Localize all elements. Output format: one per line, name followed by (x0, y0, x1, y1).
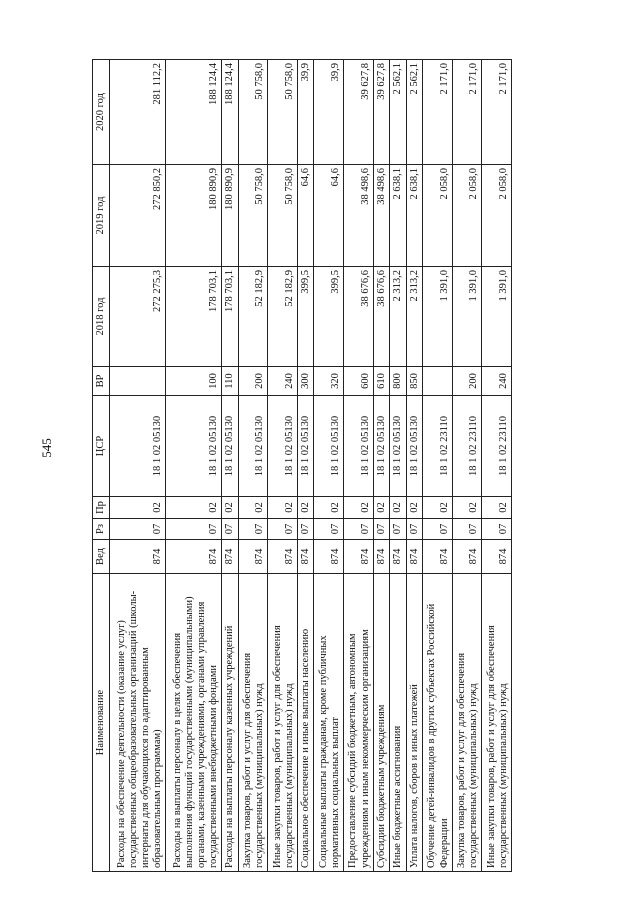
cell-2018: 178 703,1 (166, 267, 222, 367)
cell-ved: 874 (268, 540, 298, 574)
cell-vr: 200 (452, 367, 482, 396)
cell-pr: 02 (222, 497, 238, 519)
cell-ved: 874 (406, 540, 422, 574)
cell-name: Субсидии бюджетным учреждениям (373, 574, 389, 872)
cell-pr: 02 (314, 497, 344, 519)
table-row (166, 60, 222, 872)
cell-2020: 2 171,0 (452, 60, 482, 165)
cell-name: Социальное обеспечение и иные выплаты населению (297, 574, 313, 872)
cell-pr: 02 (238, 497, 268, 519)
cell-2020: 188 124,4 (166, 60, 222, 165)
cell-vr: 800 (390, 367, 406, 396)
cell-vr (110, 367, 166, 396)
cell-pr: 02 (406, 497, 422, 519)
cell-2018: 178 703,1 (222, 267, 238, 367)
cell-rz: 07 (482, 519, 512, 540)
cell-2019: 38 498,6 (373, 165, 389, 267)
cell-ved: 874 (482, 540, 512, 574)
budget-table (92, 59, 512, 872)
cell-2018: 399,5 (314, 267, 344, 367)
table-row (390, 60, 406, 872)
cell-pr: 02 (373, 497, 389, 519)
cell-2020: 188 124,4 (222, 60, 238, 165)
cell-name: Закупка товаров, работ и услуг для обеспечения государственных (муниципальных) нужд (452, 574, 482, 872)
cell-2019: 2 638,1 (390, 165, 406, 267)
cell-vr: 100 (166, 367, 222, 396)
cell-rz: 07 (452, 519, 482, 540)
cell-ved: 874 (297, 540, 313, 574)
cell-name: Расходы на выплаты персоналу в целях обеспечения выполнения функций государственными (муниципальными) органами, казенными учреждениями, органами управления государственными внебюджетными фондами (166, 574, 222, 872)
rotated-table-container (92, 60, 512, 872)
cell-2018: 399,5 (297, 267, 313, 367)
budget-table-frame (92, 60, 512, 872)
table-row (343, 60, 373, 872)
cell-pr: 02 (452, 497, 482, 519)
cell-vr (422, 367, 452, 396)
cell-2019: 38 498,6 (343, 165, 373, 267)
table-row (268, 60, 298, 872)
cell-2020: 39 627,8 (373, 60, 389, 165)
cell-ved: 874 (390, 540, 406, 574)
cell-rz: 07 (373, 519, 389, 540)
cell-2018: 2 313,2 (390, 267, 406, 367)
cell-csr: 18 1 02 05130 (238, 396, 268, 497)
cell-csr: 18 1 02 05130 (373, 396, 389, 497)
cell-pr: 02 (390, 497, 406, 519)
header-pr: Пр (93, 497, 110, 519)
cell-2019: 180 890,9 (222, 165, 238, 267)
cell-pr: 02 (166, 497, 222, 519)
header-2018: 2018 год (93, 267, 110, 367)
cell-name: Уплата налогов, сборов и иных платежей (406, 574, 422, 872)
table-row (452, 60, 482, 872)
header-2020: 2020 год (93, 60, 110, 165)
table-header-row (93, 60, 110, 872)
cell-csr: 18 1 02 05130 (297, 396, 313, 497)
cell-ved: 874 (238, 540, 268, 574)
cell-2020: 50 758,0 (238, 60, 268, 165)
cell-ved: 874 (373, 540, 389, 574)
table-row (222, 60, 238, 872)
cell-csr: 18 1 02 05130 (166, 396, 222, 497)
cell-rz: 07 (110, 519, 166, 540)
cell-2019: 2 638,1 (406, 165, 422, 267)
cell-2019: 50 758,0 (268, 165, 298, 267)
cell-pr: 02 (297, 497, 313, 519)
cell-ved: 874 (452, 540, 482, 574)
table-row (110, 60, 166, 872)
cell-vr: 610 (373, 367, 389, 396)
cell-2018: 1 391,0 (422, 267, 452, 367)
header-rz: Рз (93, 519, 110, 540)
cell-csr: 18 1 02 23110 (482, 396, 512, 497)
cell-2020: 39 627,8 (343, 60, 373, 165)
cell-name: Расходы на выплаты персоналу казенных учреждений (222, 574, 238, 872)
cell-pr: 02 (110, 497, 166, 519)
cell-vr: 850 (406, 367, 422, 396)
cell-csr: 18 1 02 05130 (390, 396, 406, 497)
cell-2019: 50 758,0 (238, 165, 268, 267)
cell-2019: 64,6 (314, 165, 344, 267)
cell-2018: 38 676,6 (373, 267, 389, 367)
cell-rz: 07 (297, 519, 313, 540)
table-row (297, 60, 313, 872)
cell-name: Социальные выплаты гражданам, кроме публичных нормативных социальных выплат (314, 574, 344, 872)
cell-name: Иные закупки товаров, работ и услуг для обеспечения государственных (муниципальных) нужд (268, 574, 298, 872)
cell-vr: 200 (238, 367, 268, 396)
cell-csr: 18 1 02 05130 (110, 396, 166, 497)
cell-2020: 2 171,0 (422, 60, 452, 165)
cell-ved: 874 (314, 540, 344, 574)
cell-rz: 07 (222, 519, 238, 540)
cell-name: Иные бюджетные ассигнования (390, 574, 406, 872)
cell-ved: 874 (166, 540, 222, 574)
cell-2018: 38 676,6 (343, 267, 373, 367)
cell-2020: 281 112,2 (110, 60, 166, 165)
cell-vr: 110 (222, 367, 238, 396)
cell-2020: 2 562,1 (390, 60, 406, 165)
header-csr: ЦСР (93, 396, 110, 497)
table-row (482, 60, 512, 872)
cell-csr: 18 1 02 23110 (452, 396, 482, 497)
header-2019: 2019 год (93, 165, 110, 267)
cell-rz: 07 (166, 519, 222, 540)
cell-2019: 272 850,2 (110, 165, 166, 267)
cell-2018: 52 182,9 (238, 267, 268, 367)
cell-2018: 1 391,0 (482, 267, 512, 367)
cell-2020: 39,9 (297, 60, 313, 165)
cell-ved: 874 (343, 540, 373, 574)
table-row (373, 60, 389, 872)
cell-ved: 874 (422, 540, 452, 574)
cell-name: Иные закупки товаров, работ и услуг для обеспечения государственных (муниципальных) нужд (482, 574, 512, 872)
cell-2018: 272 275,3 (110, 267, 166, 367)
cell-2020: 2 562,1 (406, 60, 422, 165)
cell-pr: 02 (482, 497, 512, 519)
cell-name: Предоставление субсидий бюджетным, автономным учреждениям и иным некоммерческим организациям (343, 574, 373, 872)
cell-csr: 18 1 02 05130 (268, 396, 298, 497)
table-row (422, 60, 452, 872)
cell-2019: 2 058,0 (482, 165, 512, 267)
cell-rz: 07 (343, 519, 373, 540)
page-number: 545 (38, 438, 54, 458)
cell-2019: 180 890,9 (166, 165, 222, 267)
cell-name: Обучение детей-инвалидов в других субъектах Российской Федерации (422, 574, 452, 872)
cell-vr: 600 (343, 367, 373, 396)
table-row (238, 60, 268, 872)
cell-2018: 2 313,2 (406, 267, 422, 367)
cell-2020: 2 171,0 (482, 60, 512, 165)
cell-csr: 18 1 02 05130 (343, 396, 373, 497)
cell-pr: 02 (268, 497, 298, 519)
cell-vr: 240 (268, 367, 298, 396)
cell-vr: 240 (482, 367, 512, 396)
cell-2018: 52 182,9 (268, 267, 298, 367)
cell-vr: 300 (297, 367, 313, 396)
cell-rz: 07 (238, 519, 268, 540)
cell-rz: 07 (268, 519, 298, 540)
header-ved: Вед (93, 540, 110, 574)
cell-2019: 2 058,0 (452, 165, 482, 267)
cell-2020: 50 758,0 (268, 60, 298, 165)
cell-pr: 02 (343, 497, 373, 519)
cell-2019: 2 058,0 (422, 165, 452, 267)
cell-ved: 874 (222, 540, 238, 574)
cell-csr: 18 1 02 05130 (406, 396, 422, 497)
table-row (406, 60, 422, 872)
cell-2018: 1 391,0 (452, 267, 482, 367)
cell-csr: 18 1 02 05130 (222, 396, 238, 497)
cell-2020: 39,9 (314, 60, 344, 165)
cell-name: Расходы на обеспечение деятельности (оказание услуг) государственных общеобразовательных организаций (школы-интернаты для обучающихся по адаптированным образовательным программам) (110, 574, 166, 872)
cell-csr: 18 1 02 23110 (422, 396, 452, 497)
header-name: Наименование (93, 574, 110, 872)
cell-ved: 874 (110, 540, 166, 574)
cell-rz: 07 (314, 519, 344, 540)
cell-rz: 07 (406, 519, 422, 540)
cell-rz: 07 (390, 519, 406, 540)
table-row (314, 60, 344, 872)
header-vr: ВР (93, 367, 110, 396)
cell-vr: 320 (314, 367, 344, 396)
cell-csr: 18 1 02 05130 (314, 396, 344, 497)
cell-pr: 02 (422, 497, 452, 519)
cell-rz: 07 (422, 519, 452, 540)
cell-2019: 64,6 (297, 165, 313, 267)
cell-name: Закупка товаров, работ и услуг для обеспечения государственных (муниципальных) нужд (238, 574, 268, 872)
